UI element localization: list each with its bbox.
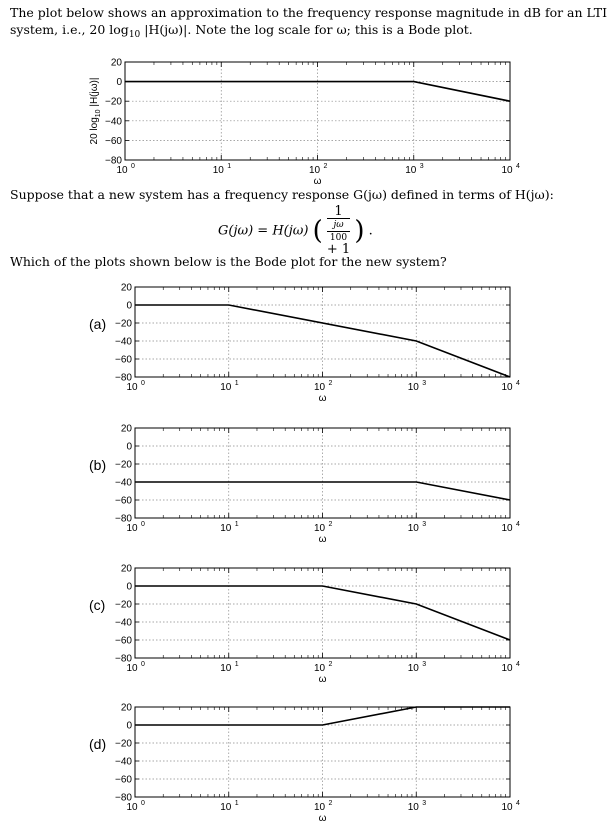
x-tick-label: 10 bbox=[220, 523, 232, 534]
plot-frame bbox=[135, 707, 510, 797]
y-tick-label: −80 bbox=[105, 155, 122, 167]
y-tick-label: 0 bbox=[126, 720, 132, 732]
x-axis-label: ω bbox=[313, 176, 322, 186]
equation-plus-one: + 1 bbox=[326, 242, 351, 257]
x-tick-label: 10 bbox=[126, 663, 138, 674]
x-axis-label: ω bbox=[318, 393, 327, 404]
y-tick-label: 20 bbox=[120, 282, 132, 294]
x-tick-exponent: 1 bbox=[234, 661, 239, 668]
x-tick-exponent: 1 bbox=[227, 163, 232, 170]
x-axis-label: ω bbox=[318, 534, 327, 545]
y-tick-label: −40 bbox=[115, 617, 132, 629]
x-tick-exponent: 3 bbox=[422, 661, 427, 668]
intro-line-2-post: |H(jω)|. Note the log scale for ω; this is a Bode plot. bbox=[140, 22, 473, 37]
plot-frame bbox=[135, 287, 510, 377]
x-tick-label: 10 bbox=[126, 523, 138, 534]
x-tick-label: 10 bbox=[313, 382, 326, 393]
y-tick-label: 0 bbox=[126, 300, 132, 312]
intro-line-2-pre: system, i.e., 20 log bbox=[10, 22, 129, 37]
x-tick-exponent: 0 bbox=[141, 521, 145, 528]
y-tick-label: −60 bbox=[115, 495, 132, 507]
x-tick-exponent: 0 bbox=[141, 380, 145, 387]
x-tick-label: 10 bbox=[501, 165, 513, 176]
x-tick-exponent: 4 bbox=[516, 163, 520, 170]
option-label: (d) bbox=[89, 736, 107, 752]
equation-fraction bbox=[327, 206, 350, 256]
x-tick-label: 10 bbox=[220, 663, 232, 674]
x-tick-label: 10 bbox=[126, 802, 138, 813]
y-tick-label: −20 bbox=[115, 318, 132, 330]
y-tick-label: 0 bbox=[126, 441, 132, 453]
x-tick-label: 10 bbox=[313, 523, 326, 534]
bode-plot-option-d bbox=[0, 701, 608, 826]
x-tick-exponent: 0 bbox=[141, 800, 145, 807]
y-tick-label: −20 bbox=[115, 738, 132, 750]
x-tick-exponent: 3 bbox=[419, 163, 424, 170]
y-tick-label: −60 bbox=[105, 135, 122, 147]
x-tick-exponent: 2 bbox=[323, 163, 328, 170]
equation-paren-left: ( bbox=[312, 216, 323, 246]
bode-plot-option-a bbox=[0, 281, 608, 419]
x-tick-label: 10 bbox=[407, 802, 419, 813]
x-tick-label: 10 bbox=[220, 802, 232, 813]
intro-line-1: The plot below shows an approximation to the frequency response magnitude in dB for an LTI bbox=[10, 5, 608, 20]
x-tick-exponent: 4 bbox=[516, 521, 520, 528]
bode-plot-original bbox=[0, 56, 608, 186]
x-tick-exponent: 2 bbox=[328, 661, 333, 668]
x-tick-exponent: 1 bbox=[234, 800, 239, 807]
y-tick-label: 0 bbox=[116, 77, 122, 89]
y-tick-label: −20 bbox=[105, 96, 122, 108]
x-tick-label: 10 bbox=[501, 663, 513, 674]
y-tick-label: 20 bbox=[120, 563, 132, 575]
x-tick-label: 10 bbox=[212, 165, 224, 176]
x-tick-exponent: 4 bbox=[516, 380, 520, 387]
y-tick-label: −60 bbox=[115, 635, 132, 647]
x-tick-exponent: 3 bbox=[422, 800, 427, 807]
x-tick-label: 10 bbox=[313, 663, 326, 674]
y-tick-label: −40 bbox=[115, 336, 132, 348]
equation-inner-fraction bbox=[327, 219, 350, 244]
equation-numerator: 1 bbox=[327, 206, 350, 219]
x-axis-label: ω bbox=[318, 674, 327, 685]
x-tick-label: 10 bbox=[126, 382, 138, 393]
y-tick-label: −80 bbox=[115, 372, 132, 384]
y-tick-label: −40 bbox=[105, 116, 122, 128]
y-tick-label: −60 bbox=[115, 774, 132, 786]
y-tick-label: 20 bbox=[120, 702, 132, 714]
y-tick-label: −80 bbox=[115, 792, 132, 804]
equation-inner-den: 100 bbox=[329, 233, 348, 243]
x-tick-label: 10 bbox=[501, 382, 513, 393]
suppose-line: Suppose that a new system has a frequency response G(jω) defined in terms of H(jω): bbox=[10, 187, 554, 202]
equation bbox=[218, 206, 373, 256]
plot-frame bbox=[135, 568, 510, 658]
x-tick-label: 10 bbox=[116, 165, 128, 176]
equation-paren-right: ) bbox=[354, 216, 365, 246]
intro-line-2-sub: 10 bbox=[128, 30, 141, 40]
x-tick-exponent: 1 bbox=[234, 380, 239, 387]
bode-plot-option-c bbox=[0, 562, 608, 700]
y-tick-label: −40 bbox=[115, 477, 132, 489]
x-tick-exponent: 0 bbox=[141, 661, 145, 668]
x-axis-label: ω bbox=[318, 813, 327, 824]
x-tick-exponent: 2 bbox=[328, 521, 333, 528]
y-axis-label: 20 $\log_{10} |H(j\omega)|$ bbox=[89, 77, 102, 145]
option-label: (c) bbox=[89, 597, 106, 613]
question: Which of the plots shown below is the Bode plot for the new system? bbox=[10, 254, 447, 269]
option-label: (a) bbox=[89, 316, 107, 332]
y-tick-label: 0 bbox=[126, 581, 132, 593]
plot-frame bbox=[135, 428, 510, 518]
intro-line-2 bbox=[10, 21, 473, 44]
x-tick-exponent: 1 bbox=[234, 521, 239, 528]
x-tick-exponent: 2 bbox=[328, 380, 333, 387]
x-tick-exponent: 3 bbox=[422, 521, 427, 528]
option-label: (b) bbox=[89, 457, 107, 473]
y-tick-label: −80 bbox=[115, 513, 132, 525]
equation-period: . bbox=[368, 223, 373, 239]
x-tick-label: 10 bbox=[501, 802, 513, 813]
x-tick-label: 10 bbox=[407, 663, 419, 674]
y-tick-label: −20 bbox=[115, 599, 132, 611]
x-tick-label: 10 bbox=[313, 802, 326, 813]
bode-plot-option-b bbox=[0, 422, 608, 560]
x-tick-exponent: 3 bbox=[422, 380, 427, 387]
y-tick-label: 20 bbox=[120, 423, 132, 435]
x-tick-label: 10 bbox=[308, 165, 321, 176]
y-tick-label: 20 bbox=[110, 57, 122, 69]
y-tick-label: −80 bbox=[115, 653, 132, 665]
x-tick-exponent: 4 bbox=[516, 661, 520, 668]
x-tick-label: 10 bbox=[501, 523, 513, 534]
x-tick-label: 10 bbox=[407, 382, 419, 393]
x-tick-label: 10 bbox=[407, 523, 419, 534]
y-tick-label: −20 bbox=[115, 459, 132, 471]
y-tick-label: −40 bbox=[115, 756, 132, 768]
equation-denominator bbox=[327, 219, 350, 256]
equation-inner-num: jω bbox=[327, 219, 350, 232]
equation-lhs: G(jω) = H(jω) bbox=[218, 223, 309, 239]
x-tick-label: 10 bbox=[405, 165, 417, 176]
y-tick-label: −60 bbox=[115, 354, 132, 366]
x-tick-label: 10 bbox=[220, 382, 232, 393]
x-tick-exponent: 0 bbox=[131, 163, 135, 170]
x-tick-exponent: 4 bbox=[516, 800, 520, 807]
x-tick-exponent: 2 bbox=[328, 800, 333, 807]
